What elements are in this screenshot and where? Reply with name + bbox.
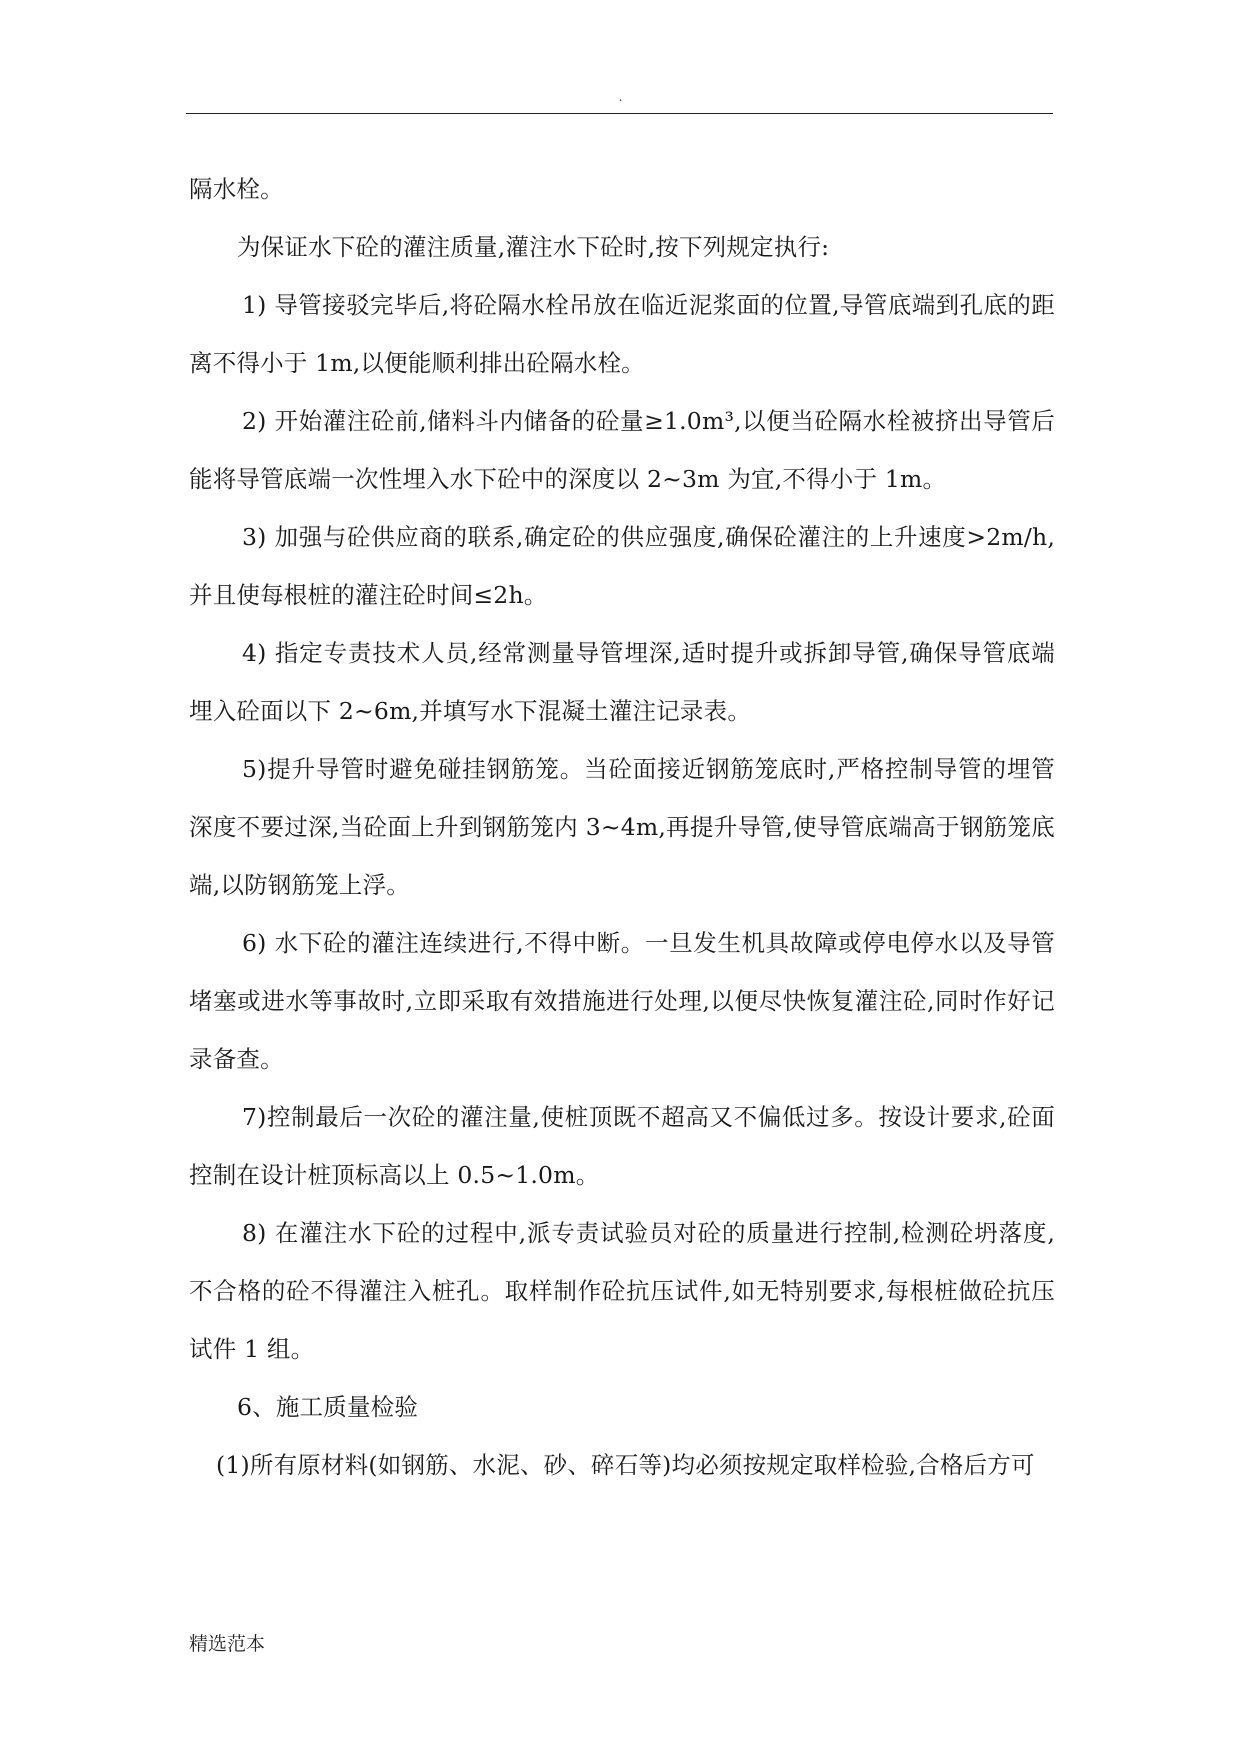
paragraph-item-8: 8) 在灌注水下砼的过程中,派专责试验员对砼的质量进行控制,检测砼坍落度,不合格的砼不得灌注入桩孔。取样制作砼抗压试件,如无特别要求,每根桩做砼抗压试件 1 组。 <box>189 1219 1055 1363</box>
paragraph-continuation: 隔水栓。 <box>189 175 284 203</box>
footer-text: 精选范本 <box>189 1633 266 1655</box>
section-heading: 6、施工质量检验 <box>237 1393 419 1421</box>
paragraph-intro: 为保证水下砼的灌注质量,灌注水下砼时,按下列规定执行: <box>237 233 830 261</box>
paragraph-item-1: 1) 导管接驳完毕后,将砼隔水栓吊放在临近泥浆面的位置,导管底端到孔底的距离不得小于 1m,以便能顺利排出砼隔水栓。 <box>189 291 1055 377</box>
paragraph-item-4: 4) 指定专责技术人员,经常测量导管埋深,适时提升或拆卸导管,确保导管底端埋入砼面以下 2~6m,并填写水下混凝土灌注记录表。 <box>189 639 1055 725</box>
paragraph-item-3: 3) 加强与砼供应商的联系,确定砼的供应强度,确保砼灌注的上升速度>2m/h,并且使每根桩的灌注砼时间≤2h。 <box>189 523 1055 609</box>
paragraph-item-5: 5)提升导管时避免碰挂钢筋笼。当砼面接近钢筋笼底时,严格控制导管的埋管深度不要过深,当砼面上升到钢筋笼内 3~4m,再提升导管,使导管底端高于钢筋笼底端,以防钢筋笼上浮。 <box>189 755 1055 899</box>
document-body <box>189 160 1055 1494</box>
paragraph-item-7: 7)控制最后一次砼的灌注量,使桩顶既不超高又不偏低过多。按设计要求,砼面控制在设计桩顶标高以上 0.5~1.0m。 <box>189 1103 1055 1189</box>
paragraph-item-6: 6) 水下砼的灌注连续进行,不得中断。一旦发生机具故障或停电停水以及导管堵塞或进水等事故时,立即采取有效措施进行处理,以便尽快恢复灌注砼,同时作好记录备查。 <box>189 929 1055 1073</box>
header-mark: . <box>618 90 623 104</box>
paragraph-subitem-1: (1)所有原材料(如钢筋、水泥、砂、碎石等)均必须按规定取样检验,合格后方可 <box>216 1451 1035 1479</box>
header-rule <box>186 113 1053 114</box>
paragraph-item-2: 2) 开始灌注砼前,储料斗内储备的砼量≥1.0m³,以便当砼隔水栓被挤出导管后能将导管底端一次性埋入水下砼中的深度以 2~3m 为宜,不得小于 1m。 <box>189 407 1055 493</box>
